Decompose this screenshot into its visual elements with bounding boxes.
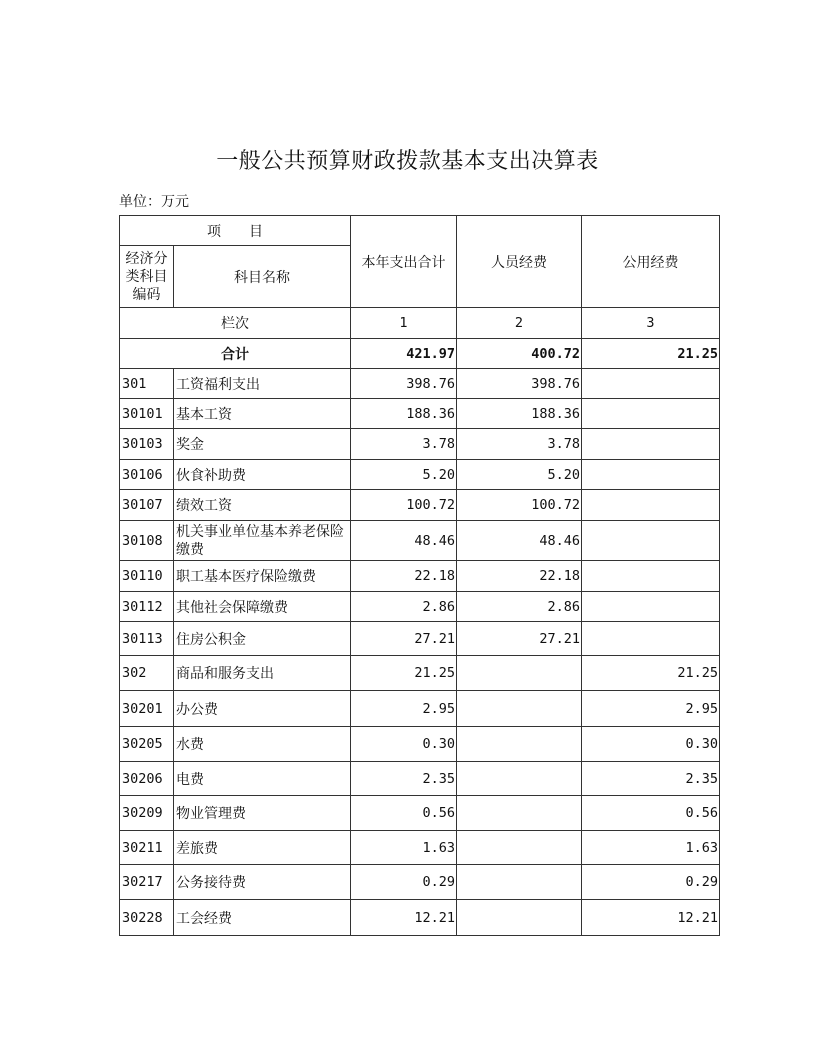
row-personnel [457,900,582,936]
table-row [120,656,720,691]
row-total: 48.46 [351,521,457,561]
row-code: 30211 [120,831,174,865]
row-code: 30101 [120,399,174,429]
row-name: 住房公积金 [174,622,351,656]
row-total: 5.20 [351,460,457,490]
row-personnel: 48.46 [457,521,582,561]
row-total: 0.30 [351,727,457,762]
table-row [120,796,720,831]
row-total: 3.78 [351,429,457,460]
row-personnel [457,691,582,727]
header-item: 项 目 [120,216,351,246]
sum-personnel: 400.72 [457,339,582,369]
row-code: 302 [120,656,174,691]
header-code: 经济分类科目编码 [120,246,174,308]
row-code: 30201 [120,691,174,727]
row-code: 30209 [120,796,174,831]
table-row [120,727,720,762]
expenditure-table [119,215,720,936]
column-number: 2 [457,308,582,339]
table-row [120,490,720,521]
row-public [582,460,720,490]
row-total: 0.56 [351,796,457,831]
row-name: 物业管理费 [174,796,351,831]
table-row [120,831,720,865]
row-name: 水费 [174,727,351,762]
row-code: 30205 [120,727,174,762]
table-row [120,369,720,399]
row-name: 伙食补助费 [174,460,351,490]
column-number: 3 [582,308,720,339]
row-name: 工会经费 [174,900,351,936]
table-row [120,399,720,429]
row-public [582,622,720,656]
row-name: 差旅费 [174,831,351,865]
row-code: 30112 [120,592,174,622]
row-public [582,521,720,561]
row-personnel: 27.21 [457,622,582,656]
row-name: 机关事业单位基本养老保险缴费 [174,521,351,561]
row-total: 2.86 [351,592,457,622]
row-code: 30228 [120,900,174,936]
unit-label: 单位：万元 [119,194,189,210]
row-total: 398.76 [351,369,457,399]
header-row [120,216,720,246]
row-name: 办公费 [174,691,351,727]
header-name: 科目名称 [174,246,351,308]
table-row [120,691,720,727]
row-public [582,561,720,592]
row-public [582,399,720,429]
row-personnel: 5.20 [457,460,582,490]
column-number: 1 [351,308,457,339]
table-row [120,460,720,490]
row-total: 2.35 [351,762,457,796]
column-label: 栏次 [120,308,351,339]
row-code: 30217 [120,865,174,900]
row-public [582,369,720,399]
row-public: 0.56 [582,796,720,831]
row-name: 绩效工资 [174,490,351,521]
row-name: 电费 [174,762,351,796]
header-total: 本年支出合计 [351,216,457,308]
row-personnel [457,831,582,865]
row-code: 30110 [120,561,174,592]
row-code: 30108 [120,521,174,561]
row-total: 12.21 [351,900,457,936]
row-personnel [457,762,582,796]
row-total: 1.63 [351,831,457,865]
header-personnel: 人员经费 [457,216,582,308]
table-row [120,592,720,622]
row-personnel [457,656,582,691]
row-public: 0.30 [582,727,720,762]
row-name: 商品和服务支出 [174,656,351,691]
row-code: 30106 [120,460,174,490]
row-personnel [457,865,582,900]
row-public: 2.95 [582,691,720,727]
row-personnel: 2.86 [457,592,582,622]
column-number-row [120,308,720,339]
row-public: 12.21 [582,900,720,936]
row-personnel [457,796,582,831]
row-total: 21.25 [351,656,457,691]
row-public: 0.29 [582,865,720,900]
row-total: 22.18 [351,561,457,592]
table-row [120,622,720,656]
row-public: 21.25 [582,656,720,691]
row-name: 职工基本医疗保险缴费 [174,561,351,592]
sum-total: 421.97 [351,339,457,369]
row-code: 301 [120,369,174,399]
row-name: 其他社会保障缴费 [174,592,351,622]
table-row [120,900,720,936]
row-total: 188.36 [351,399,457,429]
row-public: 1.63 [582,831,720,865]
row-name: 基本工资 [174,399,351,429]
row-total: 0.29 [351,865,457,900]
row-personnel: 398.76 [457,369,582,399]
sum-public: 21.25 [582,339,720,369]
page-title: 一般公共预算财政拨款基本支出决算表 [216,149,599,174]
row-code: 30103 [120,429,174,460]
table-row [120,561,720,592]
row-name: 工资福利支出 [174,369,351,399]
row-code: 30206 [120,762,174,796]
table-row [120,521,720,561]
row-public [582,490,720,521]
row-total: 100.72 [351,490,457,521]
row-total: 27.21 [351,622,457,656]
table-row [120,865,720,900]
row-code: 30107 [120,490,174,521]
row-public: 2.35 [582,762,720,796]
row-name: 奖金 [174,429,351,460]
sum-row [120,339,720,369]
row-name: 公务接待费 [174,865,351,900]
row-total: 2.95 [351,691,457,727]
row-code: 30113 [120,622,174,656]
row-personnel: 22.18 [457,561,582,592]
row-personnel [457,727,582,762]
row-public [582,592,720,622]
table-row [120,429,720,460]
sum-label: 合计 [120,339,351,369]
row-public [582,429,720,460]
row-personnel: 188.36 [457,399,582,429]
header-public: 公用经费 [582,216,720,308]
row-personnel: 3.78 [457,429,582,460]
table-row [120,762,720,796]
row-personnel: 100.72 [457,490,582,521]
